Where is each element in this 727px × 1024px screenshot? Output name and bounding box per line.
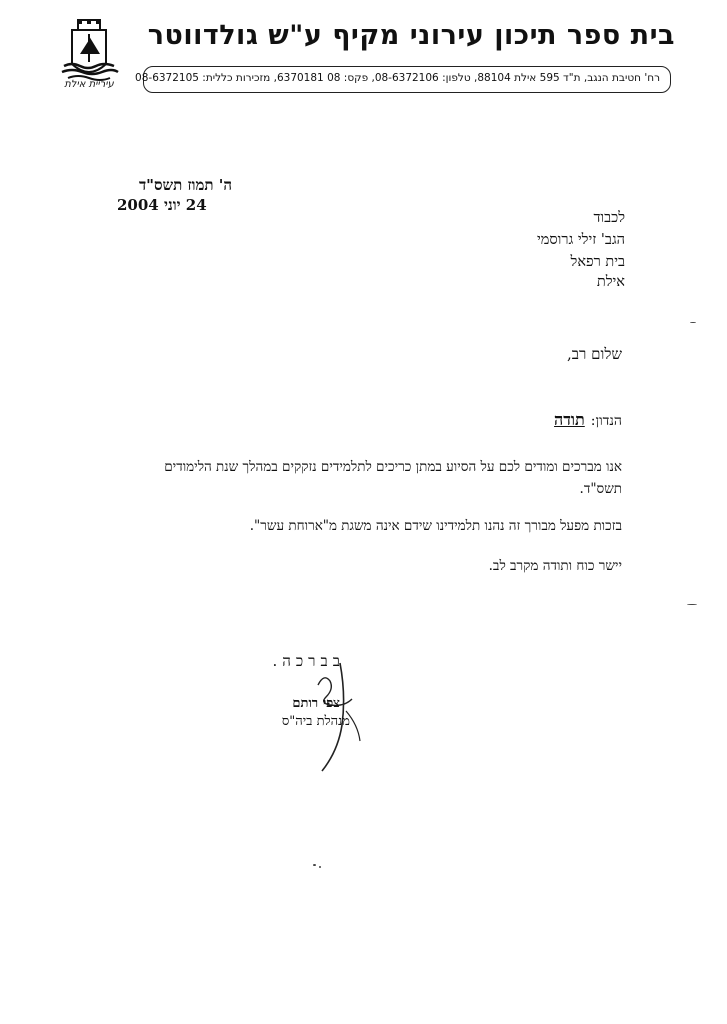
- recipient-name: הגב' זילי גרוסמי: [536, 232, 625, 248]
- body-paragraph-1: אנו מברכים ומודים לכם על הסיוע במתן כריכים לתלמידים נזקקים במהלך שנת הלימודים תשס"ד.: [164, 459, 622, 497]
- scan-speck: [687, 604, 697, 605]
- logo-caption: עיריית אילת: [64, 79, 114, 90]
- subject-label: הנדון:: [590, 413, 622, 429]
- signer-name: צפי רותם: [292, 696, 340, 711]
- body-paragraph-2: בזכות מפעל מבורך זה נהנו תלמידינו שידם אינה משגת מ"ארוחת עשר".: [249, 518, 622, 534]
- closing-blessing: בברכה.: [272, 652, 345, 670]
- recipient-organization: בית רפאל: [570, 254, 625, 270]
- subject-value: תודה: [554, 410, 585, 429]
- contact-box: [135, 66, 671, 93]
- scan-speck: [319, 866, 321, 868]
- subject-line: [554, 410, 622, 430]
- recipient-salutation: לכבוד: [593, 210, 625, 226]
- body-paragraph-3: יישר כוח ותודה מקרב לב.: [488, 558, 622, 574]
- signer-title: מנהלת ביה"ס: [281, 714, 350, 729]
- greeting: שלום רב,: [567, 345, 622, 363]
- scan-speck: [690, 322, 696, 323]
- recipient-city: אילת: [596, 274, 625, 290]
- gregorian-date: 24 יוני 2004: [117, 196, 207, 214]
- contact-line: רח' חטיבת הנגב, ת"ד 595 אילת 88104, טלפון: 08-6372106, פקס: 08 6370181, מזכירות כללית: 08-6372105: [135, 72, 660, 84]
- scan-speck: [313, 864, 316, 866]
- school-name: בית ספר תיכון עירוני מקיף ע"ש גולדווטר: [147, 20, 675, 51]
- hebrew-date: ה' תמוז תשס"ד: [138, 176, 232, 194]
